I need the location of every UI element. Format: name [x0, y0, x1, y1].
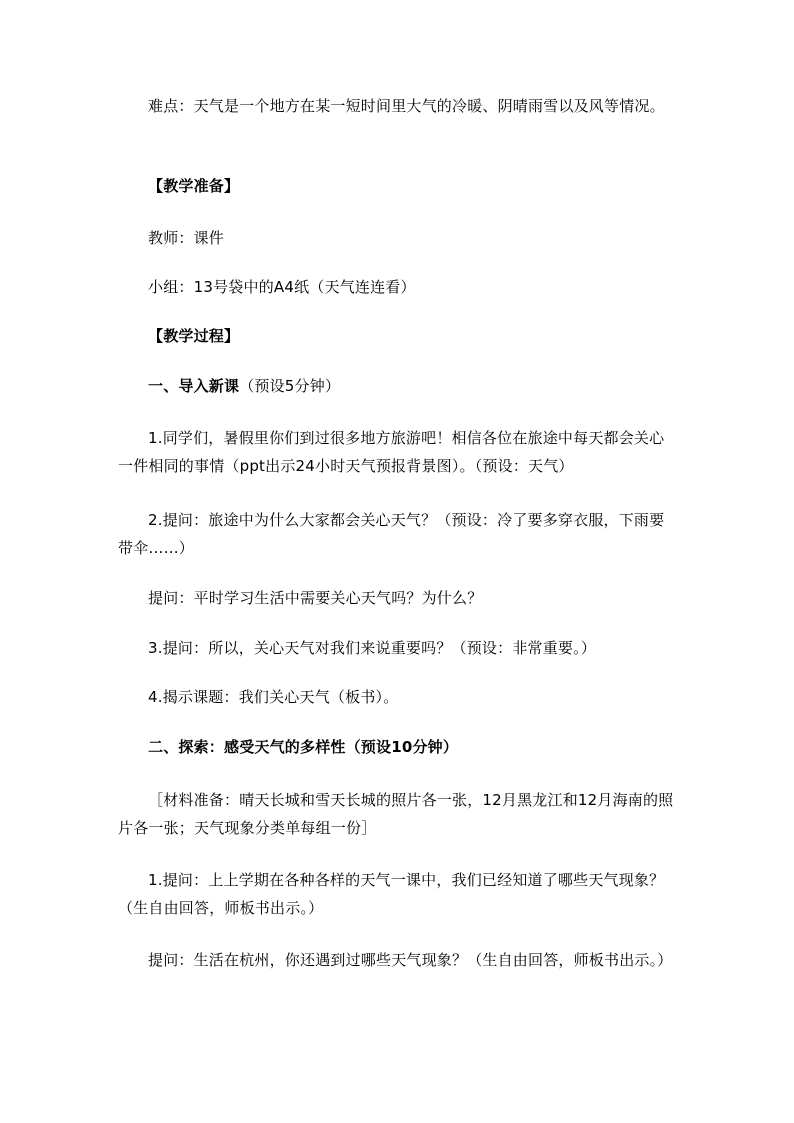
teaching-preparation-heading: 【教学准备】	[148, 177, 240, 195]
section-2-item-1b: 提问：生活在杭州，你还遇到过哪些天气现象？（生自由回答，师板书出示。）	[148, 951, 673, 969]
section-1-item-1: 1.同学们，暑假里你们到过很多地方旅游吧！相信各位在旅途中每天都会关心一件相同的事情（ppt出示24小时天气预报背景图）。（预设：天气）	[118, 429, 665, 475]
section-1-heading	[118, 372, 678, 400]
preparation-group: 小组：13号袋中的A4纸（天气连连看）	[148, 278, 416, 296]
preparation-teacher: 教师：课件	[148, 229, 225, 247]
teaching-process-heading: 【教学过程】	[148, 327, 240, 345]
section-1-title: 一、导入新课	[148, 377, 240, 395]
section-2-heading: 二、探索：感受天气的多样性（预设10分钟）	[148, 738, 459, 756]
section-1-item-3: 3.提问：所以，关心天气对我们来说重要吗？（预设：非常重要。）	[148, 639, 597, 657]
section-2-item-1: 1.提问：上上学期在各种各样的天气一课中，我们已经知道了哪些天气现象？（生自由回答，师板书出示。）	[118, 871, 665, 917]
section-1-item-4: 4.揭示课题：我们关心天气（板书）。	[148, 688, 399, 706]
section-2-materials: ［材料准备：晴天长城和雪天长城的照片各一张，12月黑龙江和12月海南的照片各一张；天气现象分类单每组一份］	[118, 791, 674, 837]
section-1-time-note: （预设5分钟）	[239, 377, 341, 395]
difficulty-paragraph: 难点：天气是一个地方在某一短时间里大气的冷暖、阴晴雨雪以及风等情况。	[148, 97, 665, 115]
section-1-item-2b: 提问：平时学习生活中需要关心天气吗？为什么？	[148, 589, 483, 607]
section-1-item-2: 2.提问：旅途中为什么大家都会关心天气？（预设：冷了要多穿衣服，下雨要带伞……）	[118, 511, 665, 557]
